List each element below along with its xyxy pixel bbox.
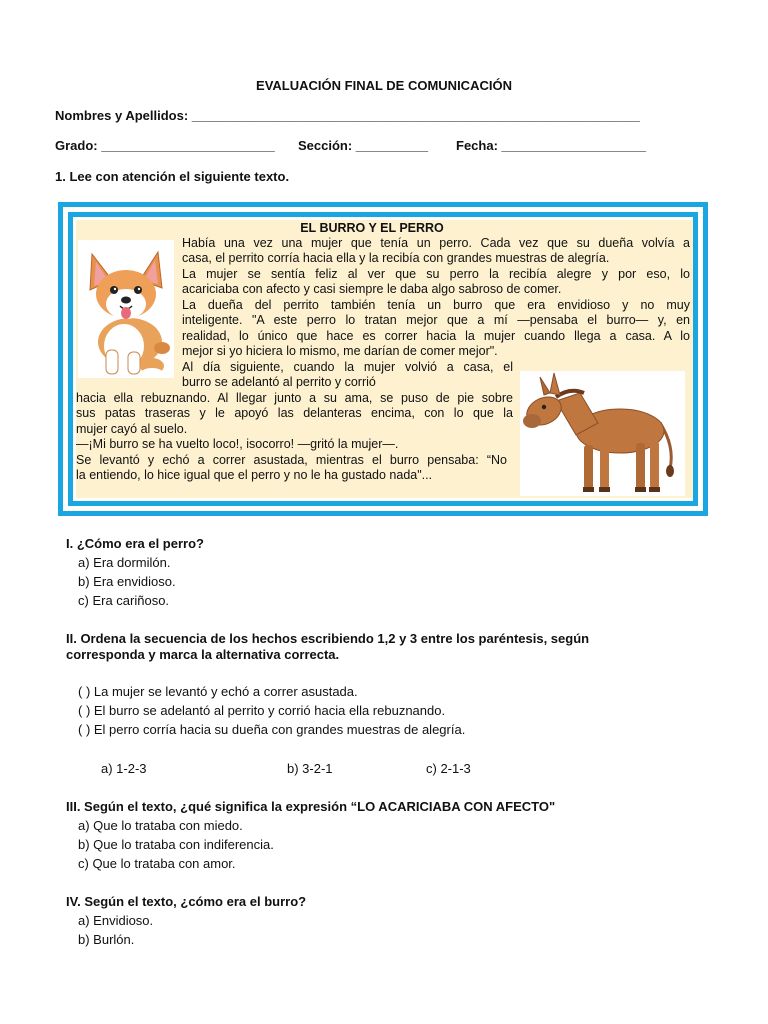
story-line: la entiendo, lo hice igual que el perro y no le ha gustado nada"...: [76, 468, 433, 482]
date-field-line[interactable]: Fecha: ____________________: [456, 138, 647, 153]
story-line: —¡Mi burro se ha vuelto loco!, isocorro! —gritó la mujer—.: [76, 437, 399, 451]
grade-field-line[interactable]: Grado: ________________________: [55, 138, 275, 153]
story-line: hacia ella rebuznando. Al llegar junto a su ama, se puso de pie sobre: [76, 391, 513, 405]
story-line: sus patas traseras y le apoyó las delanteras encima, con lo que la: [76, 406, 513, 420]
q2-choice-c[interactable]: c) 2-1-3: [426, 761, 471, 776]
question-2-line-2: corresponda y marca la alternativa correcta.: [66, 647, 340, 662]
q3-option-b[interactable]: b) Que lo trataba con indiferencia.: [78, 837, 274, 852]
q2-choice-a[interactable]: a) 1-2-3: [101, 761, 147, 776]
story-title: EL BURRO Y EL PERRO: [300, 221, 444, 235]
story-line: acariciaba con afecto y casi siempre le daba algo sabroso de comer.: [182, 282, 562, 296]
story-line: mejor si yo hiciera lo mismo, me darían de comer mejor".: [182, 344, 498, 358]
q1-option-a[interactable]: a) Era dormilón.: [78, 555, 171, 570]
q3-option-c[interactable]: c) Que lo trataba con amor.: [78, 856, 236, 871]
question-2-line-1: II. Ordena la secuencia de los hechos escribiendo 1,2 y 3 entre los paréntesis, según: [66, 631, 590, 646]
donkey-icon: [520, 371, 685, 496]
section-field-line[interactable]: Sección: __________: [298, 138, 429, 153]
names-field-line[interactable]: Nombres y Apellidos: ______________________________________________________________: [55, 108, 641, 123]
q3-option-a[interactable]: a) Que lo trataba con miedo.: [78, 818, 243, 833]
reading-instruction: 1. Lee con atención el siguiente texto.: [55, 169, 290, 184]
q2-sequence-item[interactable]: ( ) La mujer se levantó y echó a correr asustada.: [78, 684, 358, 699]
question-4: IV. Según el texto, ¿cómo era el burro?: [66, 894, 307, 909]
story-line: Había una vez una mujer que tenía un perro. Cada vez que su dueña volvía a: [182, 236, 690, 250]
q2-sequence-item[interactable]: ( ) El perro corría hacia su dueña con grandes muestras de alegría.: [78, 722, 466, 737]
q4-option-a[interactable]: a) Envidioso.: [78, 913, 154, 928]
q1-option-b[interactable]: b) Era envidioso.: [78, 574, 176, 589]
story-line: burro se adelantó al perrito y corrió: [182, 375, 376, 389]
q4-option-b[interactable]: b) Burlón.: [78, 932, 135, 947]
page-title: EVALUACIÓN FINAL DE COMUNICACIÓN: [256, 78, 512, 93]
story-line: La dueña del perrito también tenía un burro que era envidioso y no muy: [182, 298, 690, 312]
q1-option-c[interactable]: c) Era cariñoso.: [78, 593, 170, 608]
story-line: La mujer se sentía feliz al ver que su perro la recibía alegre y por eso, lo: [182, 267, 690, 281]
story-line: mujer cayó al suelo.: [76, 422, 188, 436]
donkey-illustration: [520, 371, 685, 496]
dog-illustration: [78, 240, 174, 378]
question-3: III. Según el texto, ¿qué significa la expresión “LO ACARICIABA CON AFECTO": [66, 799, 556, 814]
story-line: realidad, lo único que hace es correr hacia la mujer cuando llega a casa. A lo: [182, 329, 690, 343]
corgi-dog-icon: [78, 240, 174, 378]
story-line: Se levantó y echó a correr asustada, mientras el burro pensaba: “No: [76, 453, 507, 467]
story-line: casa, el perrito corría hacia ella y la recibía con grandes muestras de alegría.: [182, 251, 610, 265]
story-line: inteligente. "A este perro lo tratan mejor que a mí —pensaba el burro— y, en: [182, 313, 690, 327]
q2-sequence-item[interactable]: ( ) El burro se adelantó al perrito y corrió hacia ella rebuznando.: [78, 703, 446, 718]
q2-choice-b[interactable]: b) 3-2-1: [287, 761, 333, 776]
question-1: I. ¿Cómo era el perro?: [66, 536, 204, 551]
story-line: Al día siguiente, cuando la mujer volvió a casa, el: [182, 360, 513, 374]
